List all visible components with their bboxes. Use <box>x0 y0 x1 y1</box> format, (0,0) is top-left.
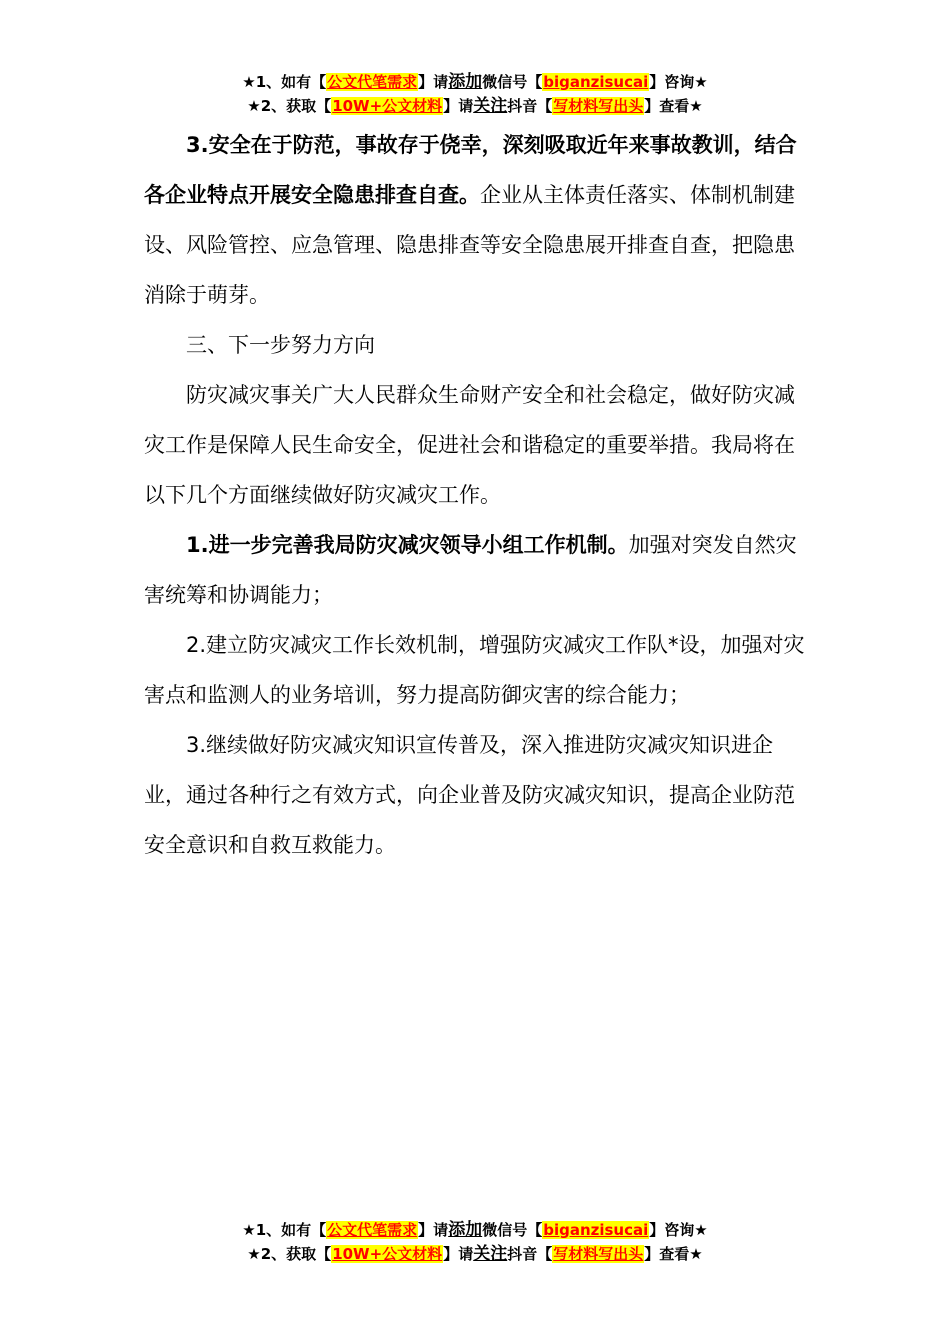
section-heading: 三、下一步努力方向 <box>186 333 375 357</box>
banner-text: 】咨询★ <box>649 73 708 91</box>
banner-text: 】咨询★ <box>649 1221 708 1239</box>
header-banner <box>0 70 950 118</box>
banner-highlight: biganzisucai <box>543 73 649 91</box>
banner-text: 】查看★ <box>644 97 703 115</box>
banner-text: 微信号【 <box>482 73 543 91</box>
list-item-3: 3.继续做好防灾减灾知识宣传普及，深入推进防灾减灾知识进企业，通过各种行之有效方式，向企业普及防灾减灾知识，提高企业防范安全意识和自救互救能力。 <box>144 733 795 857</box>
banner-text: 微信号【 <box>482 1221 543 1239</box>
banner-line-1 <box>0 1218 950 1242</box>
banner-highlight: 公文代笔需求 <box>327 73 418 91</box>
paragraph-safety-check <box>144 120 808 320</box>
banner-underline: 添加 <box>448 1220 483 1240</box>
banner-line-1 <box>0 70 950 94</box>
paragraph-lead: 1.进一步完善我局防灾减灾领导小组工作机制。 <box>186 533 629 557</box>
footer-banner <box>0 1218 950 1266</box>
banner-text: 】请 <box>443 1245 474 1263</box>
banner-highlight: 写材料写出头 <box>553 1245 644 1263</box>
list-item-1 <box>144 520 808 620</box>
banner-highlight: 公文代笔需求 <box>327 1221 418 1239</box>
paragraph-text: 加强对突发自然灾害统筹和协调能力； <box>144 533 797 607</box>
banner-underline: 添加 <box>448 72 483 92</box>
banner-highlight: 写材料写出头 <box>553 97 644 115</box>
banner-underline: 关注 <box>473 96 508 116</box>
banner-text: ★2、获取【 <box>247 97 332 115</box>
document-body <box>144 120 808 870</box>
list-item-2: 2.建立防灾减灾工作长效机制，增强防灾减灾工作队*设，加强对灾害点和监测人的业务培训，努力提高防御灾害的综合能力； <box>144 633 805 707</box>
banner-text: ★1、如有【 <box>242 73 327 91</box>
banner-underline: 关注 <box>473 1244 508 1264</box>
banner-text: 抖音【 <box>507 1245 553 1263</box>
banner-text: ★2、获取【 <box>247 1245 332 1263</box>
banner-line-2 <box>0 94 950 118</box>
banner-line-2 <box>0 1242 950 1266</box>
banner-text: ★1、如有【 <box>242 1221 327 1239</box>
banner-text: 】查看★ <box>644 1245 703 1263</box>
banner-text: 】请 <box>418 1221 449 1239</box>
banner-highlight: biganzisucai <box>543 1221 649 1239</box>
banner-text: 抖音【 <box>507 97 553 115</box>
banner-highlight: 10W+公文材料 <box>332 97 443 115</box>
paragraph-lead: 3.安全在于防范，事故存于侥幸，深刻吸取近年来事故教训，结合各企业特点开展安全隐患排查自查。 <box>144 133 797 207</box>
banner-highlight: 10W+公文材料 <box>332 1245 443 1263</box>
banner-text: 】请 <box>443 97 474 115</box>
banner-text: 】请 <box>418 73 449 91</box>
paragraph-text: 企业从主体责任落实、体制机制建设、风险管控、应急管理、隐患排查等安全隐患展开排查自查，把隐患消除于萌芽。 <box>144 183 795 307</box>
paragraph-intro: 防灾减灾事关广大人民群众生命财产安全和社会稳定，做好防灾减灾工作是保障人民生命安全，促进社会和谐稳定的重要举措。我局将在以下几个方面继续做好防灾减灾工作。 <box>144 383 795 507</box>
